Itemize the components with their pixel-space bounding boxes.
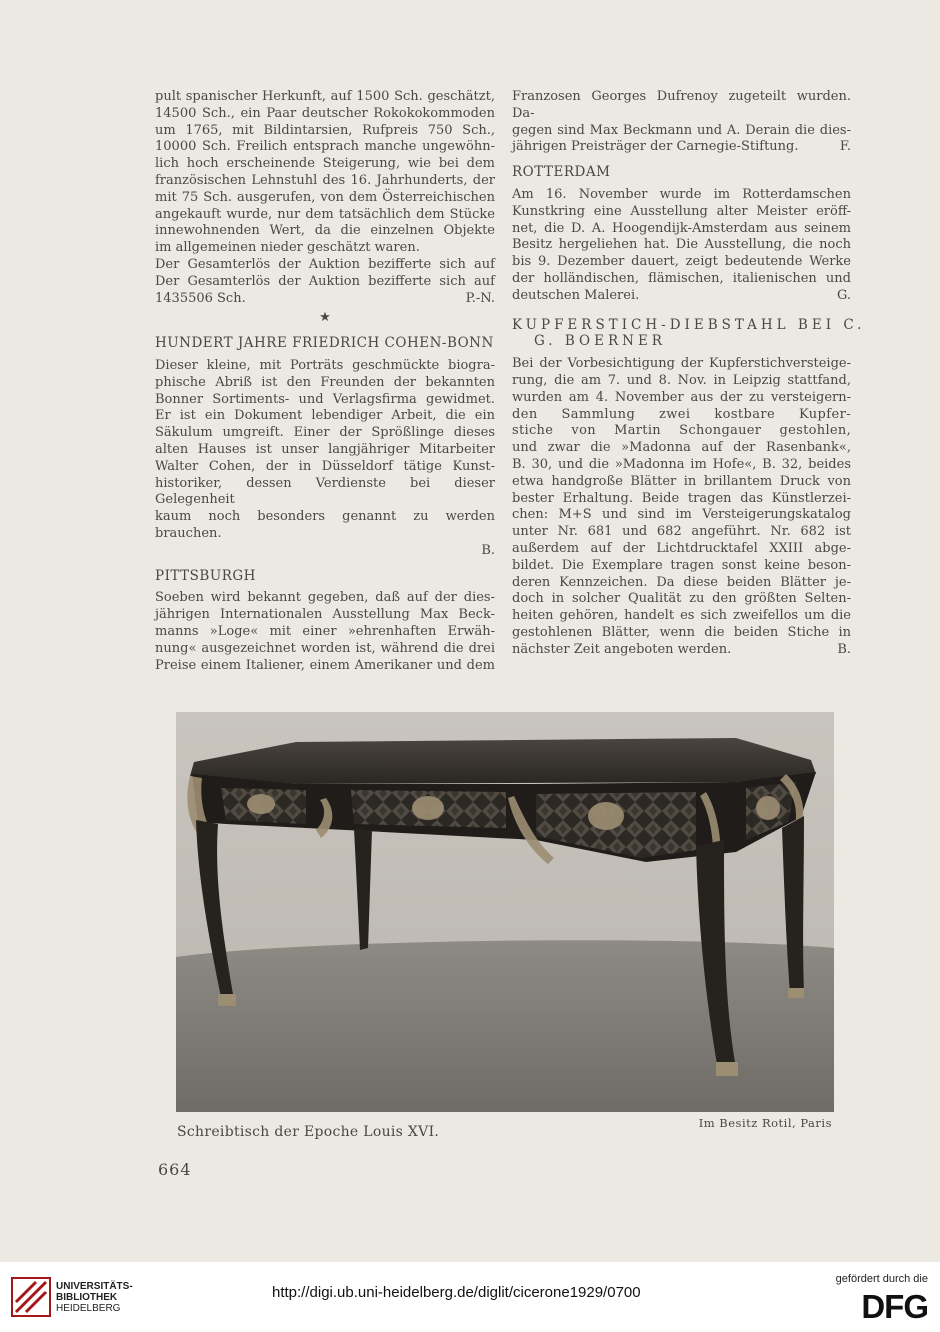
text-line: Säkulum umgreift. Einer der Sprößlinge dieses xyxy=(155,425,495,441)
digitization-footer xyxy=(0,1262,940,1332)
section-star-separator: ★ xyxy=(319,310,331,326)
text-line: angekauft wurde, nur dem tatsächlich dem Stücke xyxy=(155,206,495,222)
text-line: außerdem auf der Lichtdrucktafel XXIII abge- xyxy=(512,540,851,556)
text-fragment: nächster Zeit angeboten werden. xyxy=(512,641,732,657)
text-line: kaum noch besonders genannt zu werden brauchen. xyxy=(155,509,495,541)
text-line: deren Kennzeichen. Da diese beiden Blätter je- xyxy=(512,574,851,590)
rotterdam-paragraph xyxy=(512,187,851,305)
text-line: manns »Loge« mit einer »ehrenhaften Erwäh- xyxy=(155,623,495,639)
text-line: Der Gesamterlös der Auktion bezifferte sich auf xyxy=(155,273,495,289)
text-line: Walter Cohen, der in Düsseldorf tätige Kunst- xyxy=(155,458,495,474)
library-name xyxy=(56,1281,133,1314)
louis-desk-illustration xyxy=(176,712,834,1112)
text-line: Dieser kleine, mit Porträts geschmückte biogra- xyxy=(155,357,495,373)
heading-line: G. BOERNER xyxy=(534,333,666,350)
text-fragment: jährigen Preisträger der Carnegie-Stiftung. xyxy=(512,139,799,155)
text-line: 10000 Sch. Freilich entsprach manche ungewöhn- xyxy=(155,139,495,155)
boerner-paragraph xyxy=(512,356,851,658)
funded-by-label: gefördert durch die xyxy=(835,1273,928,1285)
source-url-link[interactable]: http://digi.ub.uni-heidelberg.de/diglit/cicerone1929/0700 xyxy=(272,1284,641,1301)
text-line: Soeben wird bekannt gegeben, daß auf der dies- xyxy=(155,590,495,606)
text-line: Bei der Vorbesichtigung der Kupferstichversteige- xyxy=(512,356,851,372)
text-line xyxy=(512,288,851,305)
text-line: B. 30, und die »Madonna im Hofe«, B. 32, beides xyxy=(512,456,851,472)
text-line: Er ist ein Dokument lebendiger Arbeit, die ein xyxy=(155,408,495,424)
text-line: chen: M+S und sind im Versteigerungskatalog xyxy=(512,507,851,523)
text-line: im allgemeinen nieder geschätzt waren. xyxy=(155,240,420,256)
text-fragment: deutschen Malerei. xyxy=(512,287,640,303)
text-line: wurden am 4. November aus der zu versteigern- xyxy=(512,389,851,405)
text-line: stiche von Martin Schongauer gestohlen, xyxy=(512,423,851,439)
desk-photograph xyxy=(176,712,834,1112)
library-name-line: BIBLIOTHEK xyxy=(56,1292,118,1303)
text-line xyxy=(512,642,851,659)
text-line: nung« ausgezeichnet worden ist, während die drei xyxy=(155,640,495,656)
text-line: innewohnenden Wert, da die einzelnen Objekte xyxy=(155,223,495,239)
text-line: Bonner Sortiments- und Verlagsfirma gewidmet. xyxy=(155,391,495,407)
text-line: französischen Lehnstuhl des 16. Jahrhunderts, der xyxy=(155,172,495,188)
text-line: doch in solcher Qualität zu den größten Selten- xyxy=(512,591,851,607)
text-line: etwa handgroße Blätter in brillantem Druck von xyxy=(512,473,851,489)
text-line: pult spanischer Herkunft, auf 1500 Sch. geschätzt, xyxy=(155,89,495,104)
text-line: mit 75 Sch. ausgerufen, von dem Österreichischen xyxy=(155,189,495,205)
text-line: alten Hauses ist unser langjähriger Mitarbeiter xyxy=(155,441,495,457)
author-signature: B. xyxy=(837,641,851,657)
library-name-line: UNIVERSITÄTS- xyxy=(56,1281,133,1292)
desk-top xyxy=(190,738,816,784)
photo-credit: Im Besitz Rotil, Paris xyxy=(698,1116,832,1130)
heading-pittsburgh: PITTSBURGH xyxy=(155,567,256,584)
author-signature: F. xyxy=(839,139,851,155)
text-line: lich hoch erscheinende Steigerung, wie bei dem xyxy=(155,156,495,172)
heading-cohen-bonn: HUNDERT JAHRE FRIEDRICH COHEN-BONN xyxy=(155,335,494,352)
left-column xyxy=(155,89,495,674)
text-line: Kunstkring eine Ausstellung alter Meister eröff- xyxy=(512,203,851,219)
text-line: Preise einem Italiener, einem Amerikaner und dem xyxy=(155,657,495,673)
text-line: 14500 Sch., ein Paar deutscher Rokokokommoden xyxy=(155,105,495,121)
text-line: den Sammlung zwei kostbare Kupfer- xyxy=(512,406,851,422)
text-line xyxy=(512,139,851,156)
text-line: bis 9. Dezember dauert, zeigt bedeutende Werke xyxy=(512,254,851,270)
text-line: historiker, dessen Verdienste bei dieser Gelegenheit xyxy=(155,475,495,508)
page-number: 664 xyxy=(158,1160,192,1179)
text-line xyxy=(155,291,495,308)
auction-paragraph xyxy=(155,89,495,307)
text-line: unter Nr. 681 und 682 angeführt. Nr. 682 ist xyxy=(512,524,851,540)
text-line: Der Gesamterlös der Auktion bezifferte sich auf xyxy=(155,256,495,272)
text-line: heiten gehören, handelt es sich zweifellos um die xyxy=(512,608,851,624)
text-line: Franzosen Georges Dufrenoy zugeteilt wurden. Da- xyxy=(512,89,851,121)
text-line: der holländischen, flämischen, italienischen und xyxy=(512,270,851,286)
author-signature: B. xyxy=(481,542,495,558)
right-column xyxy=(512,89,866,659)
photo-caption: Schreibtisch der Epoche Louis XVI. xyxy=(177,1124,440,1140)
carnegie-paragraph xyxy=(512,89,851,156)
text-line: bildet. Die Exemplare tragen sonst keine beson- xyxy=(512,557,851,573)
author-signature: P.-N. xyxy=(465,290,495,306)
heading-rotterdam: ROTTERDAM xyxy=(512,164,611,181)
text-line: um 1765, mit Bildintarsien, Rufpreis 750 Sch., xyxy=(155,122,495,138)
text-line: rung, die am 7. und 8. Nov. in Leipzig stattfand, xyxy=(512,372,851,388)
text-line: jährigen Internationalen Ausstellung Max Beck- xyxy=(155,607,495,623)
text-line: und zwar die »Madonna auf der Rasenbank«, xyxy=(512,440,851,456)
text-line: net, die D. A. Hoogendijk-Amsterdam aus seinem xyxy=(512,220,851,236)
author-signature: G. xyxy=(836,287,851,303)
text-line: gegen sind Max Beckmann und A. Derain die dies- xyxy=(512,122,851,138)
pittsburgh-paragraph xyxy=(155,590,495,674)
total-amount: 1435506 Sch. xyxy=(155,290,246,306)
text-line: bester Erhaltung. Beide tragen das Künstlerzei- xyxy=(512,490,851,506)
dfg-logo: DFG xyxy=(861,1288,928,1325)
text-line: phische Abriß ist den Freunden der bekannten xyxy=(155,374,495,390)
text-line: Besitz hergeliehen hat. Die Ausstellung, die noch xyxy=(512,237,851,253)
text-line xyxy=(155,543,495,560)
text-line: Am 16. November wurde im Rotterdamschen xyxy=(512,186,851,202)
library-name-line: HEIDELBERG xyxy=(56,1303,121,1314)
heading-line: KUPFERSTICH-DIEBSTAHL BEI C. xyxy=(512,316,866,333)
university-library-logo-icon xyxy=(10,1276,52,1318)
heading-boerner xyxy=(512,316,866,351)
text-line: gestohlenen Blätter, wenn die beiden Stiche in xyxy=(512,624,851,640)
cohen-paragraph xyxy=(155,358,495,560)
